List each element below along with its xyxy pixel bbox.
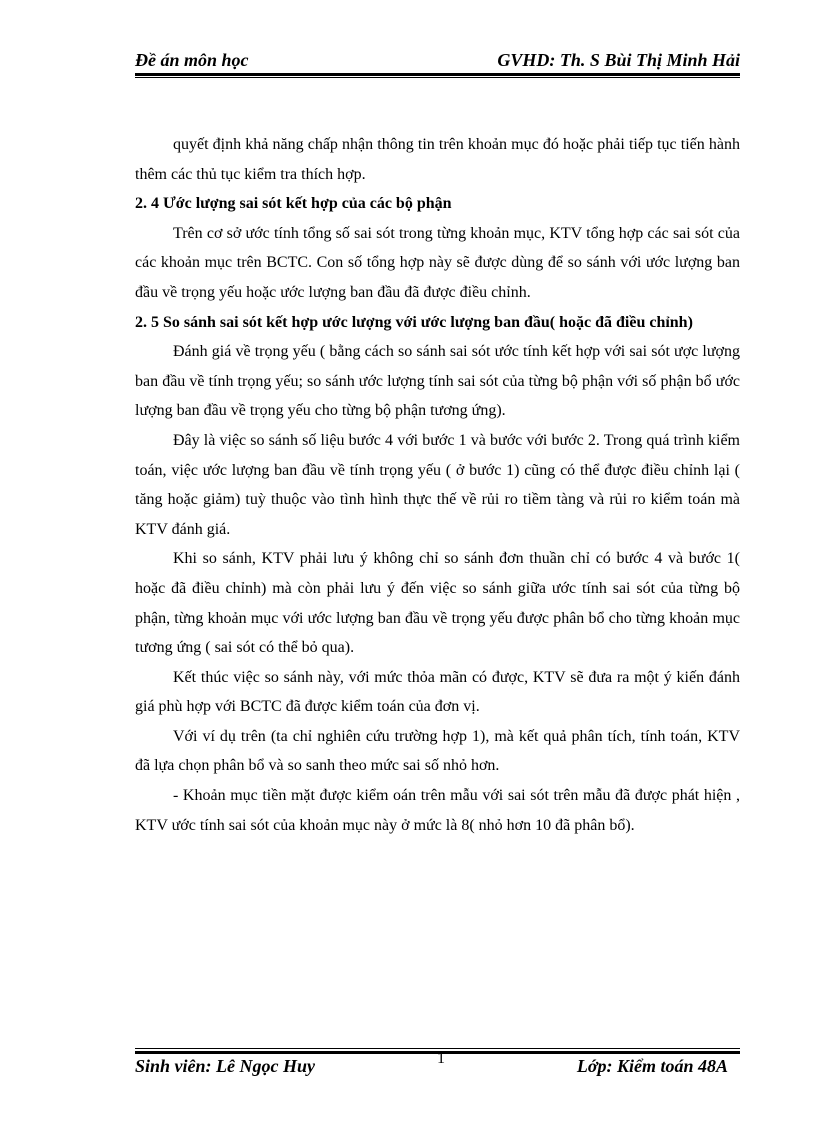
page-footer [135,1050,740,1078]
page-number: 1 [437,1050,445,1067]
header-rule-thin [135,77,740,78]
paragraph: quyết định khả năng chấp nhận thông tin trên khoản mục đó hoặc phải tiếp tục tiến hành thêm các thủ tục kiểm tra thích hợp. [135,136,740,183]
header-rule-thick [135,73,740,76]
header-supervisor: GVHD: Th. S Bùi Thị Minh Hải [497,50,740,70]
paragraph: Trên cơ sở ước tính tổng số sai sót trong từng khoản mục, KTV tổng hợp các sai sót của các khoản mục trên BCTC. Con số tổng hợp này sẽ được dùng để so sánh với ước lượng ban đầu về trọng yếu hoặc ước lượng ban đầu đã được điều chỉnh. [135,224,740,301]
footer-class-name: Lớp: Kiểm toán 48A [576,1056,728,1076]
footer-rule-thin [135,1048,740,1049]
paragraph: Đây là việc so sánh số liệu bước 4 với bước 1 và bước với bước 2. Trong quá trình kiểm toán, việc ước lượng ban đầu về tính trọng yếu ( ở bước 1) cũng có thể được điều chỉnh lại ( tăng hoặc giảm) tuỳ thuộc vào tình hình thực thế về rủi ro tiềm tàng và rủi ro kiểm toán mà KTV đánh giá. [135,431,740,538]
section-heading-2-4: 2. 4 Ước lượng sai sót kết hợp của các bộ phận [135,195,452,213]
paragraph: Với ví dụ trên (ta chỉ nghiên cứu trường hợp 1), mà kết quả phân tích, tính toán, KTV đã lựa chọn phân bổ và so sanh theo mức sai số nhỏ hơn. [135,727,740,775]
paragraph: - Khoản mục tiền mặt được kiểm oán trên mẫu với sai sót trên mẫu đã được phát hiện , KTV ước tính sai sót của khoản mục này ở mức là 8( nhỏ hơn 10 đã phân bổ). [135,787,740,834]
paragraph: Đánh giá về trọng yếu ( bằng cách so sánh sai sót ước tính kết hợp với sai sót ược lượng ban đầu về tính trọng yếu; so sánh ước lượng tính sai sót của từng bộ phận với số phận bổ ước lượng ban đầu về trọng yếu cho từng bộ phận tương ứng). [135,343,740,420]
paragraph: Khi so sánh, KTV phải lưu ý không chỉ so sánh đơn thuần chỉ có bước 4 và bước 1( hoặc đã điều chỉnh) mà còn phải lưu ý đến việc so sánh giữa ước tính sai sót của từng bộ phận, từng khoản mục với ước lượng ban đầu về trọng yếu được phân bổ cho từng khoản mục tương ứng ( sai sót có thể bỏ qua). [135,550,740,657]
section-heading-2-5: 2. 5 So sánh sai sót kết hợp ước lượng với ước lượng ban đầu( hoặc đã điều chỉnh) [135,313,693,331]
paragraph: Kết thúc việc so sánh này, với mức thỏa mãn có được, KTV sẽ đưa ra một ý kiến đánh giá phù hợp với BCTC đã được kiểm toán của đơn vị. [135,668,740,716]
page-header [135,48,740,72]
document-body [135,130,740,840]
footer-student-name: Sinh viên: Lê Ngọc Huy [135,1056,315,1076]
header-course-title: Đề án môn học [135,50,249,70]
